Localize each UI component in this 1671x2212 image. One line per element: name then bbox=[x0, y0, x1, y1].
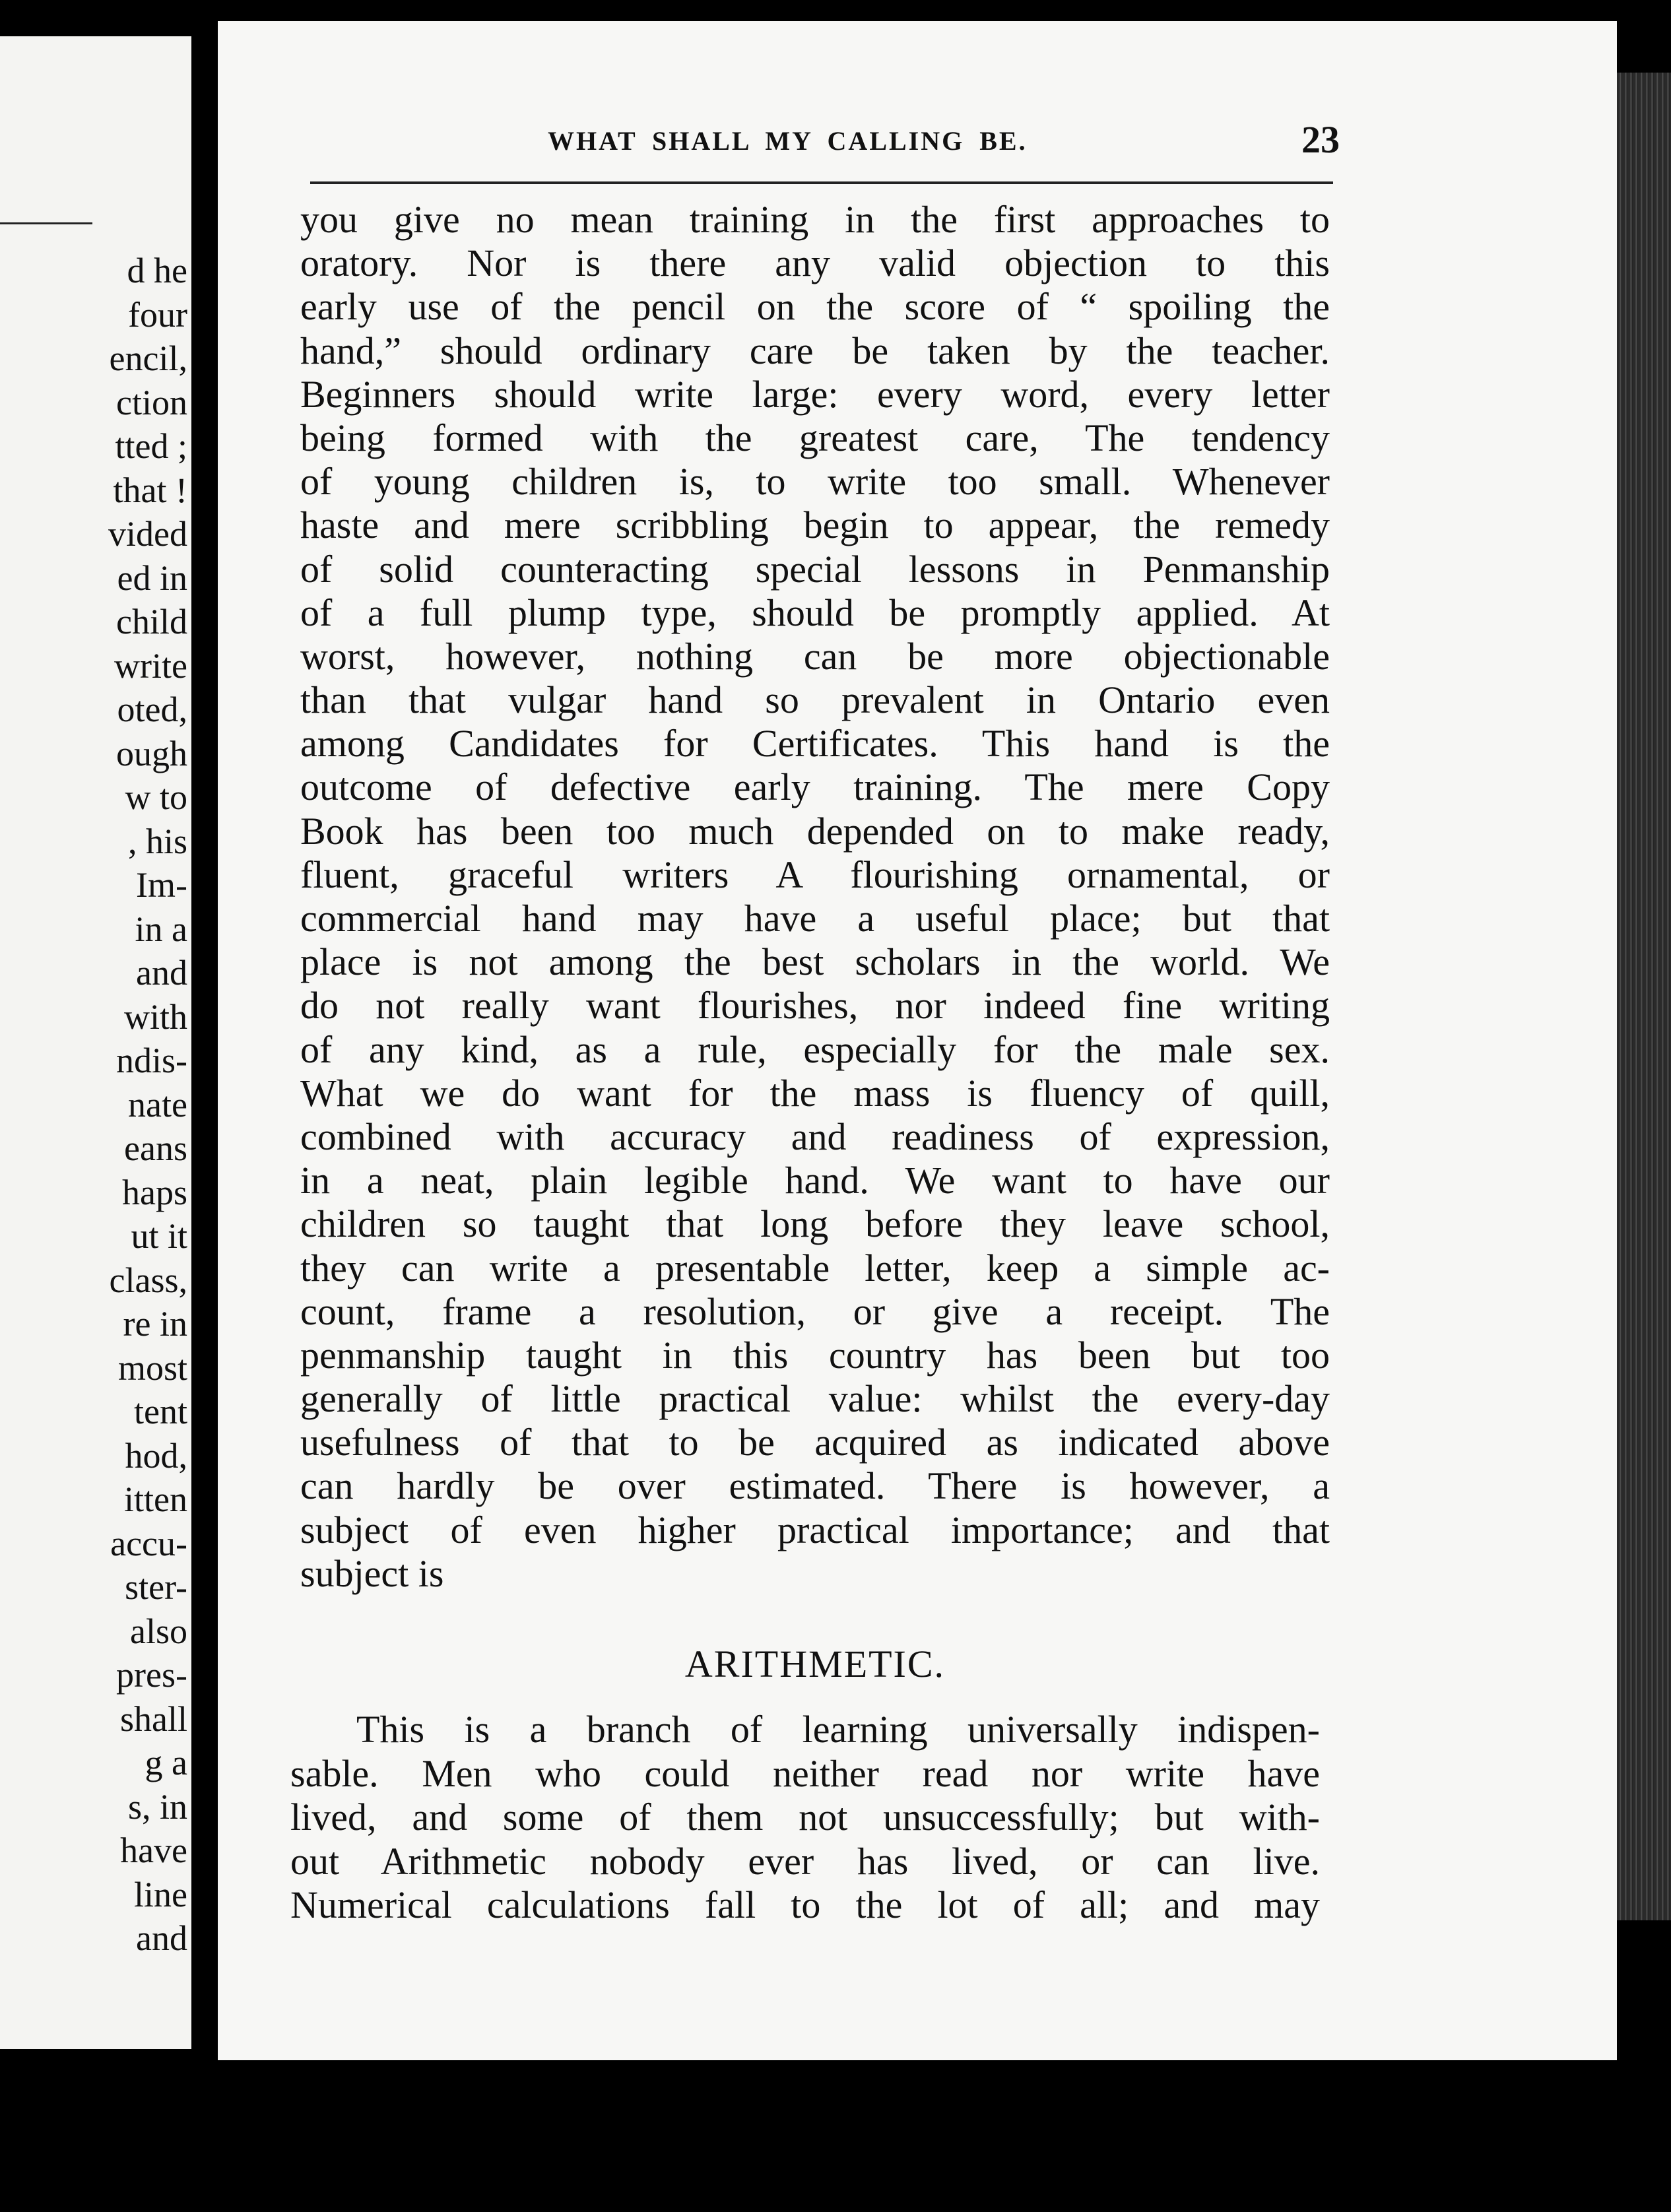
left-page-line: nate bbox=[128, 1084, 187, 1124]
body-line: being formed with the greatest care, The tendency bbox=[300, 416, 1330, 459]
body-line: place is not among the best scholars in the world. We bbox=[300, 940, 1330, 984]
body-line: of young children is, to write too small. Whenever bbox=[300, 460, 1330, 504]
section-line: sable. Men who could neither read nor write have bbox=[290, 1751, 1320, 1795]
left-page-line: have bbox=[120, 1831, 187, 1870]
left-page-line: Im- bbox=[136, 865, 187, 905]
body-line: in a neat, plain legible hand. We want to have our bbox=[300, 1159, 1330, 1202]
left-page-line: w to bbox=[125, 777, 187, 817]
body-line: fluent, graceful writers A flourishing ornamental, or bbox=[300, 853, 1330, 896]
section-line: This is a branch of learning universally indispen- bbox=[356, 1708, 1320, 1751]
header-rule bbox=[310, 181, 1333, 184]
running-title: WHAT SHALL MY CALLING BE. bbox=[548, 126, 1028, 156]
left-page-line: oted, bbox=[117, 690, 187, 729]
left-page-line: shall bbox=[120, 1699, 187, 1739]
left-page-line: four bbox=[128, 294, 187, 335]
body-line: What we do want for the mass is fluency of quill, bbox=[300, 1071, 1330, 1115]
left-page-line: accu- bbox=[110, 1523, 187, 1563]
page-edges bbox=[1617, 73, 1671, 1920]
left-page-line: child bbox=[116, 602, 187, 641]
left-page-line: s, in bbox=[127, 1786, 187, 1827]
left-page-line: pres- bbox=[116, 1655, 187, 1695]
left-page-line: tted ; bbox=[115, 426, 187, 466]
body-line: of solid counteracting special lessons in Penmanship bbox=[300, 547, 1330, 591]
running-head bbox=[310, 118, 1340, 178]
body-line: usefulness of that to be acquired as indicated above bbox=[300, 1421, 1330, 1464]
section-text bbox=[290, 1708, 1320, 1928]
body-line: count, frame a resolution, or give a receipt. The bbox=[300, 1289, 1330, 1333]
body-line: Book has been too much depended on to make ready, bbox=[300, 809, 1330, 853]
left-page-line: and bbox=[136, 1918, 187, 1958]
body-line: early use of the pencil on the score of “ spoiling the bbox=[300, 285, 1330, 329]
left-page-line: re in bbox=[123, 1304, 187, 1344]
left-page-line: g a bbox=[145, 1743, 187, 1782]
body-line: subject is bbox=[300, 1551, 444, 1595]
book-gutter bbox=[191, 0, 218, 2212]
left-page-line: also bbox=[130, 1611, 187, 1651]
left-page-line: write bbox=[114, 645, 187, 686]
body-line: they can write a presentable letter, keep a simple ac- bbox=[300, 1246, 1330, 1289]
body-line: you give no mean training in the first approaches to bbox=[300, 198, 1330, 241]
left-page-head-rule bbox=[0, 222, 92, 224]
body-line: children so taught that long before they leave school, bbox=[300, 1202, 1330, 1246]
body-line: hand,” should ordinary care be taken by the teacher. bbox=[300, 329, 1330, 372]
left-page-line: that ! bbox=[113, 470, 187, 510]
body-line: subject of even higher practical importance; and that bbox=[300, 1508, 1330, 1551]
body-line: of any kind, as a rule, especially for the male sex. bbox=[300, 1027, 1330, 1071]
left-page-line: most bbox=[117, 1348, 187, 1388]
section-line: lived, and some of them not unsuccessfully; but with- bbox=[290, 1796, 1320, 1838]
left-page-line: haps bbox=[122, 1172, 187, 1212]
body-line: oratory. Nor is there any valid objection to this bbox=[300, 242, 1330, 285]
left-page-line: eans bbox=[124, 1128, 187, 1168]
body-line: of a full plump type, should be promptly applied. At bbox=[300, 591, 1330, 634]
body-line: can hardly be over estimated. There is however, a bbox=[300, 1464, 1330, 1508]
left-page-line: in a bbox=[135, 909, 187, 949]
left-page-line: ut it bbox=[131, 1216, 187, 1256]
body-line: haste and mere scribbling begin to appear, the remedy bbox=[300, 504, 1330, 547]
left-page-line: ough bbox=[116, 733, 187, 773]
left-page-line: , his bbox=[127, 821, 187, 861]
left-page-line: hod, bbox=[125, 1435, 187, 1476]
left-page-line: d he bbox=[127, 251, 187, 290]
left-page-line: class, bbox=[109, 1260, 187, 1300]
left-page-line: vided bbox=[108, 514, 187, 554]
left-facing-page bbox=[0, 36, 193, 2049]
body-line: combined with accuracy and readiness of expression, bbox=[300, 1115, 1330, 1158]
section-line: Numerical calculations fall to the lot of all; and may bbox=[290, 1883, 1320, 1926]
page-number: 23 bbox=[1301, 118, 1340, 161]
left-page-line-endings bbox=[3, 249, 187, 1961]
left-page-line: line bbox=[134, 1874, 187, 1914]
body-line: than that vulgar hand so prevalent in Ontario even bbox=[300, 678, 1330, 722]
left-page-line: encil, bbox=[109, 339, 187, 378]
left-page-line: ction bbox=[116, 382, 187, 422]
left-page-line: ster- bbox=[125, 1567, 187, 1607]
left-page-line: itten bbox=[124, 1480, 187, 1519]
left-page-line: ndis- bbox=[116, 1041, 187, 1080]
body-line: Beginners should write large: every word, every letter bbox=[300, 372, 1330, 416]
left-page-line: tent bbox=[134, 1392, 187, 1431]
body-line: worst, however, nothing can be more objectionable bbox=[300, 634, 1330, 678]
body-line: generally of little practical value: whilst the every-day bbox=[300, 1377, 1330, 1421]
body-line: commercial hand may have a useful place; but that bbox=[300, 897, 1330, 940]
section-line: out Arithmetic nobody ever has lived, or can live. bbox=[290, 1839, 1320, 1883]
left-page-line: with bbox=[123, 996, 187, 1037]
body-line: penmanship taught in this country has been but too bbox=[300, 1333, 1330, 1377]
left-page-line: ed in bbox=[117, 558, 187, 598]
body-line: outcome of defective early training. The mere Copy bbox=[300, 765, 1330, 809]
section-heading: ARITHMETIC. bbox=[684, 1643, 946, 1685]
body-line: among Candidates for Certificates. This hand is the bbox=[300, 722, 1330, 765]
left-page-line: and bbox=[136, 953, 187, 992]
body-text bbox=[300, 198, 1330, 1596]
body-line: do not really want flourishes, nor indeed fine writing bbox=[300, 984, 1330, 1027]
